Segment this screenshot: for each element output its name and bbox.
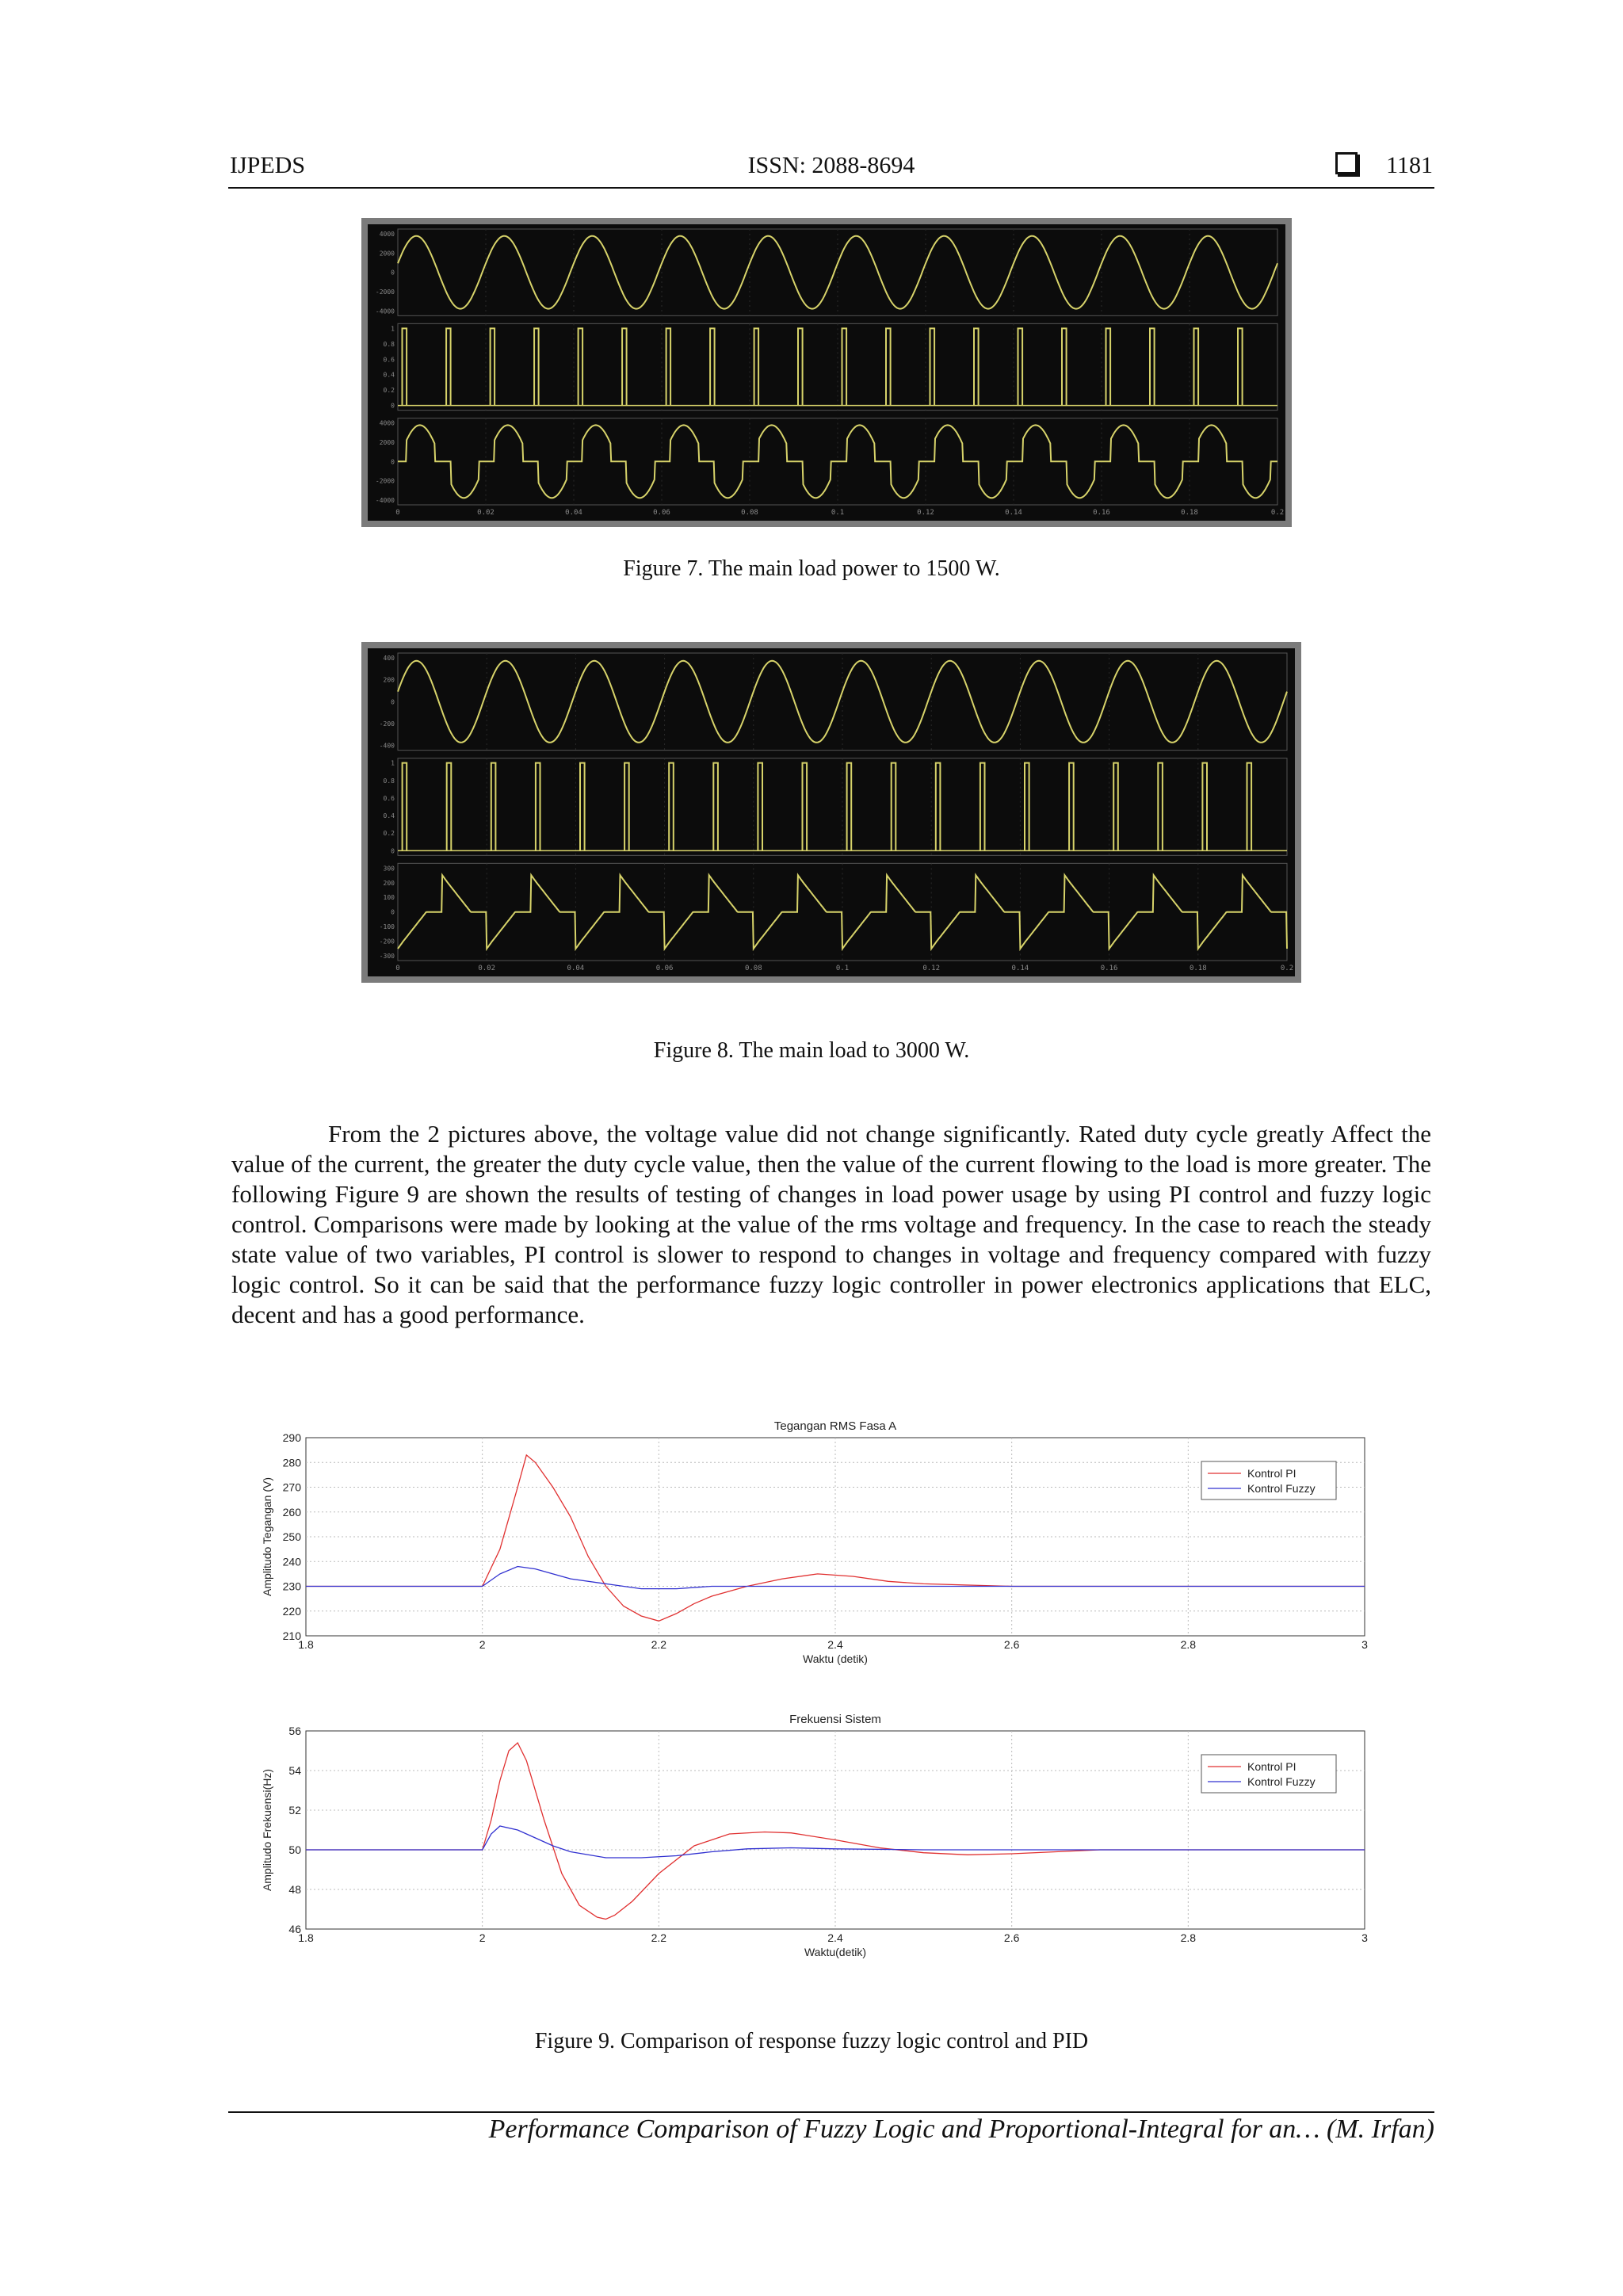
scope-y-tick: -200 [379,938,395,946]
scope-x-tick: 0.04 [565,509,582,517]
page-header [230,152,1433,190]
figure9-caption: Figure 9. Comparison of response fuzzy logic control and PID [534,2029,1089,2053]
scope-y-tick: 100 [383,894,395,902]
scope-x-tick: 0.16 [1093,509,1110,517]
frequency-title: Frekuensi Sistem [789,1713,881,1726]
voltage-y-tick: 250 [282,1530,301,1543]
voltage-x-tick: 2.6 [1003,1638,1020,1651]
scope-y-tick: 0 [391,458,395,466]
scope-y-tick: -400 [379,742,395,750]
voltage-y-label: Amplitudo Tegangan (V) [261,1477,273,1596]
scope-y-tick: 1 [391,759,395,767]
page-number: 1181 [1386,152,1433,178]
frequency-x-tick: 1.8 [298,1931,314,1944]
body-paragraph: From the 2 pictures above, the voltage value did not change significantly. Rated duty cycle greatly Affect the value of the current, the greater the duty cycle value, then the value of the current flowing to the load is more greater. The following Figure 9 are shown the results of testing of changes in load power usage by using PI control and fuzzy logic control. Comparisons were made by looking at the value of the rms voltage and frequency. In the case to reach the steady state value of two variables, PI control is slower to respond to changes in voltage and frequency compared with fuzzy logic control. So it can be said that the performance fuzzy logic controller in power electronics applications that ELC, decent and has a good performance. [231,1120,1431,1328]
scope-x-tick: 0.12 [917,509,934,517]
voltage-legend-entry: Kontrol Fuzzy [1247,1482,1316,1495]
scope-x-tick: 0.08 [741,509,758,517]
scope-x-tick: 0.02 [477,509,495,517]
scope-y-tick: 0 [391,847,395,855]
scope-y-tick: 0.2 [383,830,395,838]
frequency-legend-entry: Kontrol Fuzzy [1247,1775,1316,1788]
scope-y-tick: 0.6 [383,356,395,364]
scope-y-tick: 0.2 [383,387,395,395]
footer-rule [228,2111,1434,2113]
scope-y-tick: 2000 [379,439,395,446]
scope-x-tick: 0.1 [835,965,850,972]
scope-y-tick: 1 [391,325,395,333]
journal-name: IJPEDS [230,152,306,178]
frequency-x-tick: 2 [479,1931,486,1944]
figure7-plot [368,224,1285,521]
scope-y-tick: -4000 [375,497,395,504]
scope-y-tick: 0.8 [383,340,395,348]
frequency-y-tick: 50 [288,1843,301,1856]
current-waveform [398,425,1277,498]
issn: ISSN: 2088-8694 [747,152,915,178]
scope-x-tick: 0.06 [653,509,670,517]
running-footer: Performance Comparison of Fuzzy Logic and Proportional-Integral for an… (M. Irfan) [488,2115,1434,2144]
frequency-x-tick: 3 [1361,1931,1368,1944]
voltage-y-tick: 270 [282,1480,301,1494]
square-bullet-icon [1335,152,1358,174]
frequency-legend-entry: Kontrol PI [1247,1760,1296,1773]
frequency-y-tick: 46 [288,1923,301,1935]
frequency-y-label: Amplitudo Frekuensi(Hz) [261,1768,273,1892]
voltage-x-tick: 2 [479,1638,486,1651]
scope-y-tick: 4000 [379,419,395,427]
scope-x-tick: 0.04 [567,965,585,972]
scope-y-tick: 2000 [379,250,395,258]
header-rule [228,187,1434,189]
figure7-caption: Figure 7. The main load power to 1500 W. [623,556,1000,581]
scope-x-tick: 0.14 [1005,509,1022,517]
scope-y-tick: 200 [383,879,395,887]
scope-y-tick: 0 [391,269,395,277]
frequency-x-tick: 2.8 [1180,1931,1197,1944]
scope-y-tick: 400 [383,655,395,662]
scope-y-tick: 0.4 [383,371,395,379]
scope-y-tick: -300 [379,953,395,960]
figure8-plot [368,648,1295,976]
scope-x-tick: 0.18 [1181,509,1198,517]
scope-y-tick: 4000 [379,231,395,238]
scope-y-tick: -2000 [375,288,395,296]
frequency-y-tick: 48 [288,1883,301,1896]
voltage-y-tick: 220 [282,1604,301,1618]
voltage-title: Tegangan RMS Fasa A [773,1419,897,1433]
voltage-x-tick: 2.8 [1180,1638,1197,1651]
scope-x-tick: 0 [395,509,400,517]
frequency-y-tick: 52 [288,1804,301,1817]
scope-x-tick: 0.1 [831,509,845,517]
scope-x-tick: 0.12 [922,965,941,972]
voltage-legend-entry: Kontrol PI [1247,1467,1296,1480]
figure8-caption: Figure 8. The main load to 3000 W. [653,1038,970,1063]
scope-x-tick: 0.16 [1100,965,1118,972]
frequency-x-tick: 2.2 [651,1931,667,1944]
voltage-y-tick: 240 [282,1555,301,1568]
voltage-y-tick: 230 [282,1580,301,1593]
voltage-y-tick: 210 [282,1629,301,1642]
scope-x-tick: 0.08 [744,965,762,972]
voltage-x-label: Waktu (detik) [803,1652,868,1665]
voltage-x-tick: 3 [1361,1638,1368,1651]
frequency-y-tick: 56 [288,1725,301,1737]
scope-y-tick: 0 [391,908,395,916]
frequency-y-tick: 54 [288,1764,301,1777]
scope-y-tick: 0 [391,698,395,706]
frequency-x-tick: 2.4 [827,1931,843,1944]
page-number-block [1335,152,1433,179]
scope-y-tick: -100 [379,923,395,931]
scope-y-tick: -4000 [375,308,395,315]
frequency-x-label: Waktu(detik) [804,1946,867,1958]
duty-cycle-pulses [403,763,1252,851]
frequency-chart [238,1712,1379,1989]
scope-y-tick: 200 [383,676,395,684]
scope-x-tick: 0.02 [478,965,496,972]
scope-x-tick: 0.14 [1011,965,1029,972]
voltage-chart [238,1419,1379,1696]
duty-cycle-pulses [403,328,1243,405]
voltage-x-tick: 1.8 [298,1638,314,1651]
voltage-x-tick: 2.2 [651,1638,667,1651]
scope-y-tick: 300 [383,865,395,873]
frequency-x-tick: 2.6 [1003,1931,1020,1944]
scope-x-tick: 0 [395,965,400,972]
scope-y-tick: 0.8 [383,777,395,785]
scope-y-tick: -2000 [375,477,395,485]
voltage-y-tick: 260 [282,1505,301,1519]
scope-y-tick: 0 [391,402,395,410]
figure8-scope [361,642,1301,983]
current-waveform [398,875,1287,949]
scope-x-tick: 0.06 [655,965,674,972]
scope-y-tick: 0.6 [383,794,395,802]
voltage-y-tick: 280 [282,1456,301,1469]
scope-x-tick: 0.2 [1270,509,1285,517]
scope-x-tick: 0.2 [1280,965,1294,972]
scope-y-tick: 0.4 [383,812,395,820]
figure7-scope [361,218,1292,527]
scope-x-tick: 0.18 [1189,965,1207,972]
scope-y-tick: -200 [379,720,395,728]
voltage-y-tick: 290 [282,1431,301,1444]
voltage-x-tick: 2.4 [827,1638,843,1651]
